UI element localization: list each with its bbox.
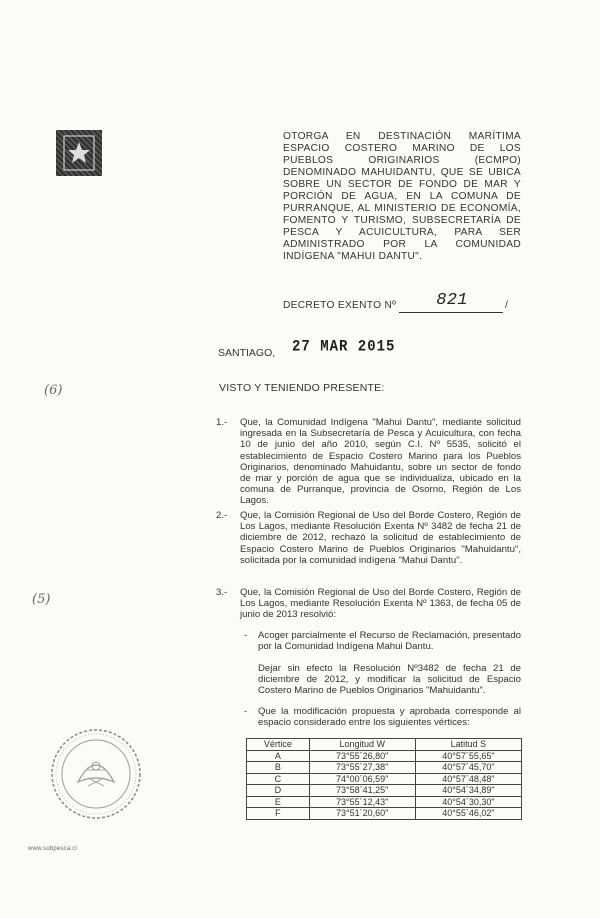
- header-longitude: Longitud W: [309, 739, 415, 751]
- longitude-cell: 73°55´27,38": [309, 762, 415, 774]
- latitude-cell: 40°57´55,65": [415, 750, 521, 762]
- item-number: 1.-: [216, 417, 228, 428]
- longitude-cell: 74°00´06,59": [309, 773, 415, 785]
- longitude-cell: 73°55´26,80": [309, 750, 415, 762]
- header-latitude: Latitud S: [415, 739, 521, 751]
- item-number: 3.-: [216, 587, 228, 598]
- official-seal-icon: [48, 726, 144, 822]
- table-row: [247, 750, 522, 762]
- vertex-cell: C: [247, 773, 310, 785]
- decree-label: DECRETO EXENTO Nº: [283, 300, 397, 311]
- visto-heading: VISTO Y TENIENDO PRESENTE:: [219, 382, 385, 394]
- latitude-cell: 40°57´48,48": [415, 773, 521, 785]
- item-text: Que, la Comisión Regional de Uso del Borde Costero, Región de Los Lagos, mediante Resolución Exenta Nº 3482 de fecha 21 de diciembre de 2012, rechazó la solicitud de establecimiento de Espacio Costero Marino de Pueblos Originarios "Mahuidantu", solicitada por la comunidad indígena "Mahui Dantu".: [240, 510, 521, 566]
- item-3: [216, 587, 521, 621]
- latitude-cell: 40°54´34,89": [415, 785, 521, 797]
- stamped-date: 27 MAR 2015: [292, 337, 396, 357]
- longitude-cell: 73°55´12,43": [309, 796, 415, 808]
- item-1: [216, 417, 521, 507]
- table-row: [247, 796, 522, 808]
- table-row: [247, 773, 522, 785]
- bullet-mark: -: [244, 706, 248, 717]
- bullet-text: Dejar sin efecto la Resolución Nº3482 de fecha 21 de diciembre de 2012, y modificar la solicitud de Espacio Costero Marino de Pueblos Originarios "Mahuidantu".: [258, 663, 521, 697]
- latitude-cell: 40°54´30,30": [415, 796, 521, 808]
- bullet-text: Que la modificación propuesta y aprobada corresponde al espacio considerado entre los siguientes vértices:: [258, 706, 521, 729]
- decree-title: OTORGA EN DESTINACIÓN MARÍTIMA ESPACIO COSTERO MARINO DE LOS PUEBLOS ORIGINARIOS (ECMPO) DENOMINADO MAHUIDANTU, QUE SE UBICA SOBRE UN SECTOR DE FONDO DE MAR Y PORCIÓN DE AGUA, EN LA COMUNA DE PURRANQUE, AL MINISTERIO DE ECONOMÍA, FOMENTO Y TURISMO, SUBSECRETARÍA DE PESCA Y ACUICULTURA, PARA SER ADMINISTRADO POR LA COMUNIDAD INDÍGENA "MAHUI DANTU".: [283, 131, 521, 262]
- table-row: [247, 762, 522, 774]
- margin-mark-2: (5): [32, 592, 51, 607]
- item-number: 2.-: [216, 510, 228, 521]
- bullet-1: [244, 630, 521, 653]
- bullet-3: [244, 706, 521, 729]
- latitude-cell: 40°57´45,70": [415, 762, 521, 774]
- vertex-cell: B: [247, 762, 310, 774]
- vertex-cell: E: [247, 796, 310, 808]
- item-text: Que, la Comunidad Indígena "Mahui Dantu", mediante solicitud ingresada en la Subsecretaría de Pesca y Acuicultura, con fecha 10 de junio del año 2010, según C.I. Nº 5535, solicitó el establecimiento de Espacio Costero Marino para los Pueblos Originarios, denominado Mahuidantu, sobre un sector de fondo de mar y porción de agua que se individualiza, ubicado en la comuna de Purranque, provincia de Osorno, Región de Los Lagos.: [240, 417, 521, 507]
- bullet-mark: -: [244, 630, 248, 641]
- bullet-2: [258, 663, 521, 697]
- government-logo: [56, 130, 102, 176]
- decree-number: 821: [436, 291, 468, 310]
- footer-url: www.subpesca.cl: [28, 846, 78, 852]
- city-label: SANTIAGO,: [218, 347, 276, 359]
- item-2: [216, 510, 521, 566]
- table-row: [247, 785, 522, 797]
- vertex-cell: F: [247, 808, 310, 820]
- signature-underline: [399, 312, 503, 313]
- vertex-cell: D: [247, 785, 310, 797]
- vertex-table: [246, 738, 522, 820]
- latitude-cell: 40°55´46,02": [415, 808, 521, 820]
- vertex-table-header: [247, 739, 522, 751]
- table-row: [247, 808, 522, 820]
- margin-mark-1: (6): [44, 383, 63, 398]
- coat-of-arms-icon: [56, 130, 102, 176]
- longitude-cell: 73°51´20,60": [309, 808, 415, 820]
- item-text: Que, la Comisión Regional de Uso del Borde Costero, Región de Los Lagos, mediante Resolución Exenta Nº 1363, de fecha 05 de junio de 2013 resolvió:: [240, 587, 521, 621]
- bullet-text: Acoger parcialmente el Recurso de Reclamación, presentado por la Comunidad Indígena Mahui Dantu.: [258, 630, 521, 653]
- decree-slash: /: [505, 300, 509, 311]
- header-vertex: Vértice: [247, 739, 310, 751]
- vertex-cell: A: [247, 750, 310, 762]
- longitude-cell: 73°58´41,25": [309, 785, 415, 797]
- decree-number-line: [283, 291, 523, 318]
